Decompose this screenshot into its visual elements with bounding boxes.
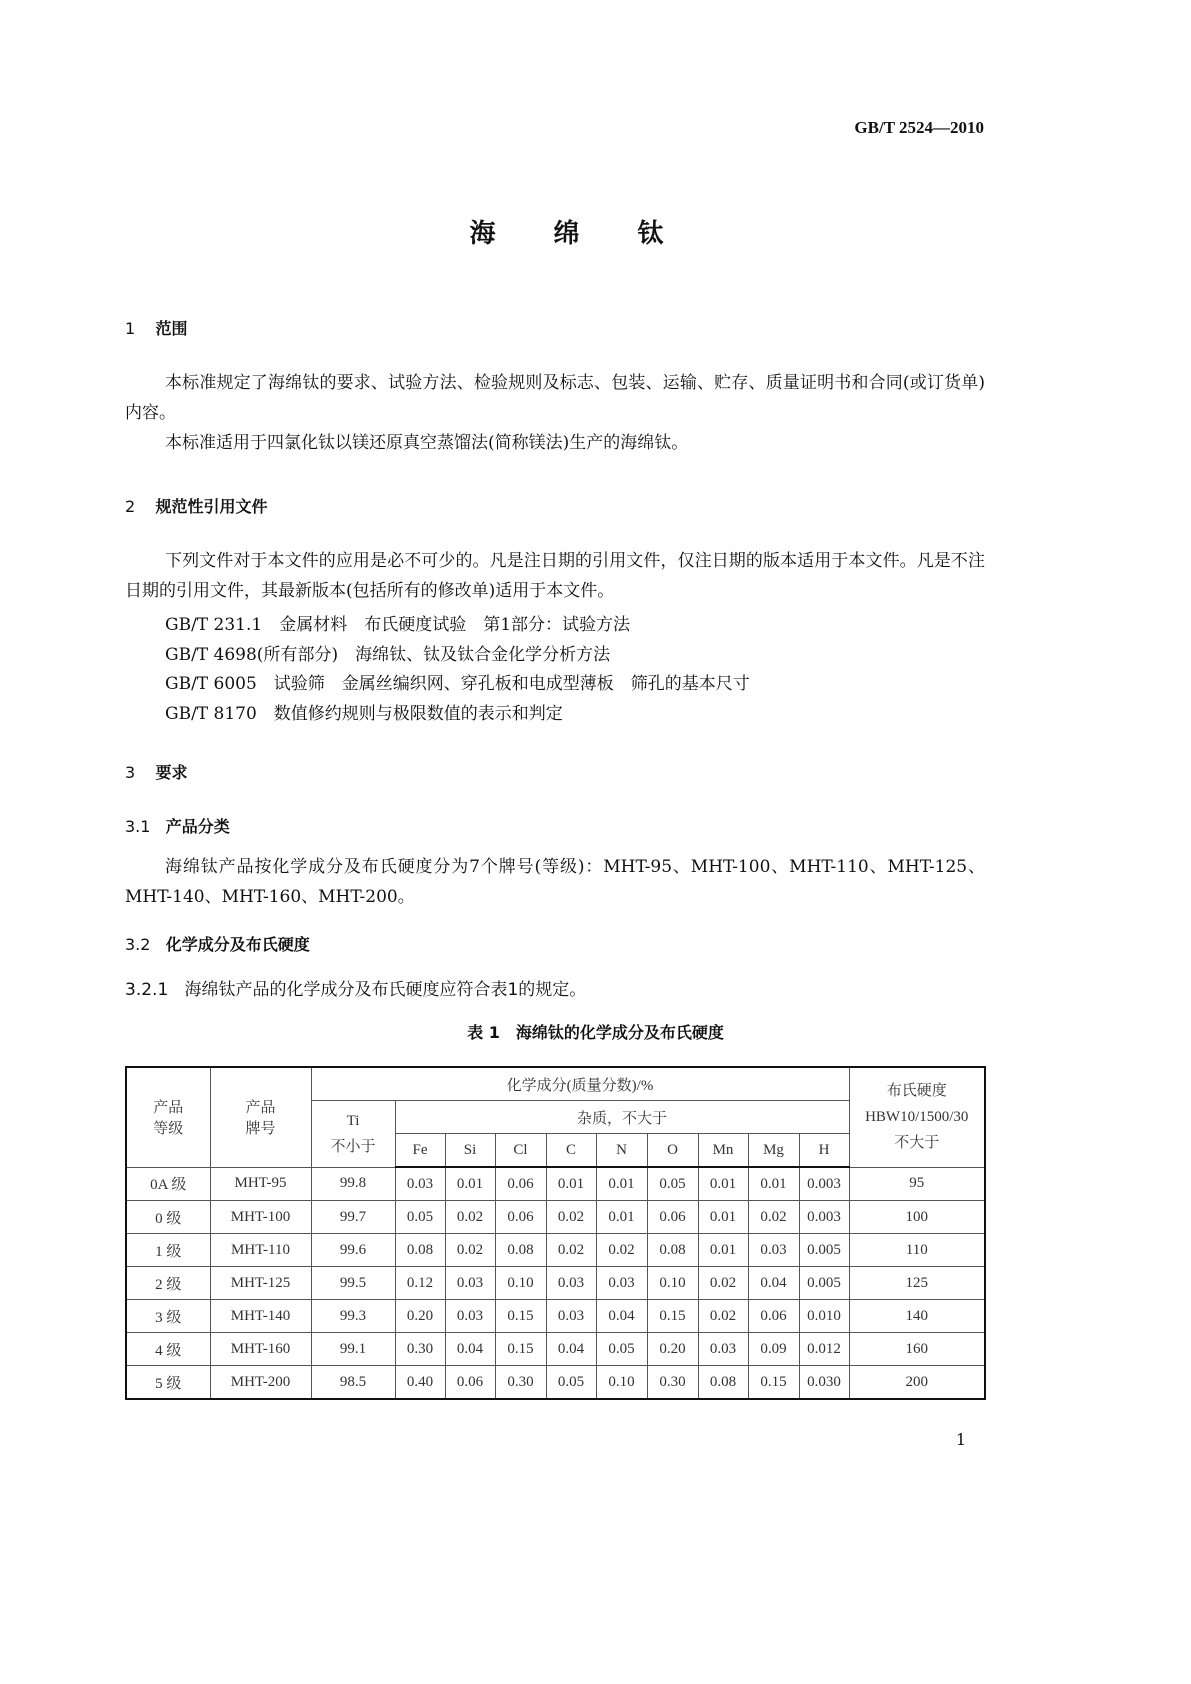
impurity-cell: 0.06 (647, 1201, 698, 1234)
impurity-cell: 0.08 (495, 1234, 546, 1267)
impurity-cell: 0.03 (546, 1300, 596, 1333)
section-number: 1 (125, 319, 136, 338)
impurity-cell: 0.01 (748, 1167, 799, 1201)
section-3-2-heading (125, 932, 310, 955)
hardness-cell: 200 (849, 1366, 985, 1400)
section-number: 2 (125, 497, 136, 516)
table-row (126, 1201, 985, 1234)
table-row (126, 1333, 985, 1366)
table-row (126, 1167, 985, 1201)
impurity-cell: 0.15 (647, 1300, 698, 1333)
impurity-cell: 0.30 (495, 1366, 546, 1400)
brand-cell: MHT-200 (210, 1366, 311, 1400)
impurity-cell: 0.03 (445, 1267, 495, 1300)
impurity-cell: 0.04 (546, 1333, 596, 1366)
paragraph: 下列文件对于本文件的应用是必不可少的。凡是注日期的引用文件，仅注日期的版本适用于本文件。凡是不注日期的引用文件，其最新版本(包括所有的修改单)适用于本文件。 (125, 551, 985, 601)
header-element: Mn (698, 1134, 748, 1168)
impurity-cell: 0.003 (799, 1201, 849, 1234)
hardness-cell: 140 (849, 1300, 985, 1333)
impurity-cell: 0.15 (495, 1300, 546, 1333)
header-hardness (849, 1067, 985, 1167)
header-element: N (596, 1134, 647, 1168)
section-title: 化学成分及布氏硬度 (165, 935, 310, 954)
impurity-cell: 0.01 (445, 1167, 495, 1201)
impurity-cell: 0.012 (799, 1333, 849, 1366)
brand-cell: MHT-160 (210, 1333, 311, 1366)
paragraph: 海绵钛产品按化学成分及布氏硬度分为7个牌号(等级)：MHT-95、MHT-100、MHT-110、MHT-125、MHT-140、MHT-160、MHT-200。 (125, 857, 985, 907)
impurity-cell: 0.05 (546, 1366, 596, 1400)
section-1-heading (125, 316, 188, 339)
header-ti (311, 1101, 395, 1168)
section-number: 3.2 (125, 935, 151, 954)
impurity-cell: 0.04 (748, 1267, 799, 1300)
hardness-limit: 不大于 (894, 1135, 940, 1152)
grade-cell: 0 级 (126, 1201, 210, 1234)
impurity-cell: 0.02 (445, 1234, 495, 1267)
reference-item: GB/T 4698(所有部分) 海绵钛、钛及钛合金化学分析方法 (165, 645, 611, 665)
reference-item: GB/T 8170 数值修约规则与极限数值的表示和判定 (165, 704, 563, 724)
impurity-cell: 0.12 (395, 1267, 445, 1300)
impurity-cell: 0.030 (799, 1366, 849, 1400)
impurity-cell: 0.02 (546, 1234, 596, 1267)
reference-item: GB/T 6005 试验筛 金属丝编织网、穿孔板和电成型薄板 筛孔的基本尺寸 (165, 674, 750, 694)
impurity-cell: 0.02 (546, 1201, 596, 1234)
hardness-cell: 125 (849, 1267, 985, 1300)
impurity-cell: 0.06 (748, 1300, 799, 1333)
section-number: 3.1 (125, 817, 151, 836)
impurity-cell: 0.09 (748, 1333, 799, 1366)
ti-cell: 99.1 (311, 1333, 395, 1366)
ti-limit: 不小于 (330, 1138, 376, 1155)
hardness-cell: 100 (849, 1201, 985, 1234)
section-title: 产品分类 (165, 817, 230, 836)
impurity-cell: 0.010 (799, 1300, 849, 1333)
impurity-cell: 0.05 (596, 1333, 647, 1366)
clause-3-2-1 (125, 975, 586, 1000)
grade-cell: 4 级 (126, 1333, 210, 1366)
brand-cell: MHT-125 (210, 1267, 311, 1300)
impurity-cell: 0.06 (495, 1201, 546, 1234)
ti-cell: 99.7 (311, 1201, 395, 1234)
ti-cell: 99.3 (311, 1300, 395, 1333)
impurity-cell: 0.005 (799, 1267, 849, 1300)
impurity-cell: 0.06 (495, 1167, 546, 1201)
header-element: Mg (748, 1134, 799, 1168)
reference-item: GB/T 231.1 金属材料 布氏硬度试验 第1部分：试验方法 (165, 615, 631, 635)
header-element: Cl (495, 1134, 546, 1168)
impurity-cell: 0.10 (647, 1267, 698, 1300)
impurity-cell: 0.05 (395, 1201, 445, 1234)
table-row (126, 1234, 985, 1267)
hardness-cell: 110 (849, 1234, 985, 1267)
impurity-cell: 0.04 (445, 1333, 495, 1366)
impurity-cell: 0.02 (698, 1267, 748, 1300)
standard-number: GB/T 2524—2010 (854, 118, 984, 137)
impurity-cell: 0.40 (395, 1366, 445, 1400)
impurity-cell: 0.03 (546, 1267, 596, 1300)
brand-cell: MHT-110 (210, 1234, 311, 1267)
table-row (126, 1366, 985, 1400)
impurity-cell: 0.30 (647, 1366, 698, 1400)
header-element: Fe (395, 1134, 445, 1168)
impurity-cell: 0.01 (698, 1234, 748, 1267)
brand-cell: MHT-95 (210, 1167, 311, 1201)
ti-cell: 99.5 (311, 1267, 395, 1300)
hardness-cell: 160 (849, 1333, 985, 1366)
table-row (126, 1267, 985, 1300)
impurity-cell: 0.03 (395, 1167, 445, 1201)
header-grade: 产品等级 (126, 1067, 210, 1167)
impurity-cell: 0.10 (596, 1366, 647, 1400)
grade-cell: 3 级 (126, 1300, 210, 1333)
impurity-cell: 0.04 (596, 1300, 647, 1333)
grade-cell: 5 级 (126, 1366, 210, 1400)
impurity-cell: 0.03 (445, 1300, 495, 1333)
paragraph: 本标准规定了海绵钛的要求、试验方法、检验规则及标志、包装、运输、贮存、质量证明书和合同(或订货单)内容。 (125, 373, 985, 423)
section-number: 3.2.1 (125, 980, 169, 1000)
header-element: O (647, 1134, 698, 1168)
ti-cell: 99.6 (311, 1234, 395, 1267)
impurity-cell: 0.005 (799, 1234, 849, 1267)
section-number: 3 (125, 763, 136, 782)
clause-text: 海绵钛产品的化学成分及布氏硬度应符合表1的规定。 (184, 980, 587, 1000)
ti-cell: 98.5 (311, 1366, 395, 1400)
impurity-cell: 0.01 (546, 1167, 596, 1201)
impurity-cell: 0.02 (445, 1201, 495, 1234)
section-title: 要求 (155, 763, 188, 782)
hardness-cell: 95 (849, 1167, 985, 1201)
impurity-cell: 0.20 (395, 1300, 445, 1333)
section-title: 范围 (155, 319, 188, 338)
hardness-label: 布氏硬度 (886, 1083, 947, 1100)
impurity-cell: 0.02 (748, 1201, 799, 1234)
section-3-heading (125, 760, 188, 783)
table-row (126, 1300, 985, 1333)
impurity-cell: 0.05 (647, 1167, 698, 1201)
impurity-cell: 0.08 (647, 1234, 698, 1267)
impurity-cell: 0.15 (495, 1333, 546, 1366)
header-impurities: 杂质，不大于 (395, 1101, 849, 1134)
document-title: 海绵钛 (469, 219, 722, 249)
table-caption: 表 1 海绵钛的化学成分及布氏硬度 (467, 1023, 724, 1042)
brand-cell: MHT-140 (210, 1300, 311, 1333)
impurity-cell: 0.06 (445, 1366, 495, 1400)
composition-table (125, 1066, 986, 1400)
page-number: 1 (955, 1430, 966, 1449)
header-element: H (799, 1134, 849, 1168)
grade-cell: 1 级 (126, 1234, 210, 1267)
impurity-cell: 0.02 (698, 1300, 748, 1333)
section-3-1-heading (125, 814, 230, 837)
header-brand: 产品牌号 (210, 1067, 311, 1167)
header-element: Si (445, 1134, 495, 1168)
impurity-cell: 0.08 (395, 1234, 445, 1267)
header-element: C (546, 1134, 596, 1168)
impurity-cell: 0.02 (596, 1234, 647, 1267)
header-chem: 化学成分(质量分数)/% (311, 1067, 849, 1101)
brand-cell: MHT-100 (210, 1201, 311, 1234)
impurity-cell: 0.03 (748, 1234, 799, 1267)
section-title: 规范性引用文件 (155, 497, 268, 516)
impurity-cell: 0.20 (647, 1333, 698, 1366)
impurity-cell: 0.10 (495, 1267, 546, 1300)
ti-cell: 99.8 (311, 1167, 395, 1201)
impurity-cell: 0.01 (698, 1167, 748, 1201)
impurity-cell: 0.01 (596, 1167, 647, 1201)
impurity-cell: 0.003 (799, 1167, 849, 1201)
impurity-cell: 0.01 (698, 1201, 748, 1234)
impurity-cell: 0.03 (596, 1267, 647, 1300)
ti-label: Ti (346, 1112, 360, 1129)
grade-cell: 2 级 (126, 1267, 210, 1300)
impurity-cell: 0.15 (748, 1366, 799, 1400)
impurity-cell: 0.01 (596, 1201, 647, 1234)
hardness-spec: HBW10/1500/30 (865, 1109, 969, 1126)
impurity-cell: 0.03 (698, 1333, 748, 1366)
grade-cell: 0A 级 (126, 1167, 210, 1201)
paragraph: 本标准适用于四氯化钛以镁还原真空蒸馏法(简称镁法)生产的海绵钛。 (165, 433, 689, 453)
impurity-cell: 0.08 (698, 1366, 748, 1400)
impurity-cell: 0.30 (395, 1333, 445, 1366)
section-2-heading (125, 494, 268, 517)
